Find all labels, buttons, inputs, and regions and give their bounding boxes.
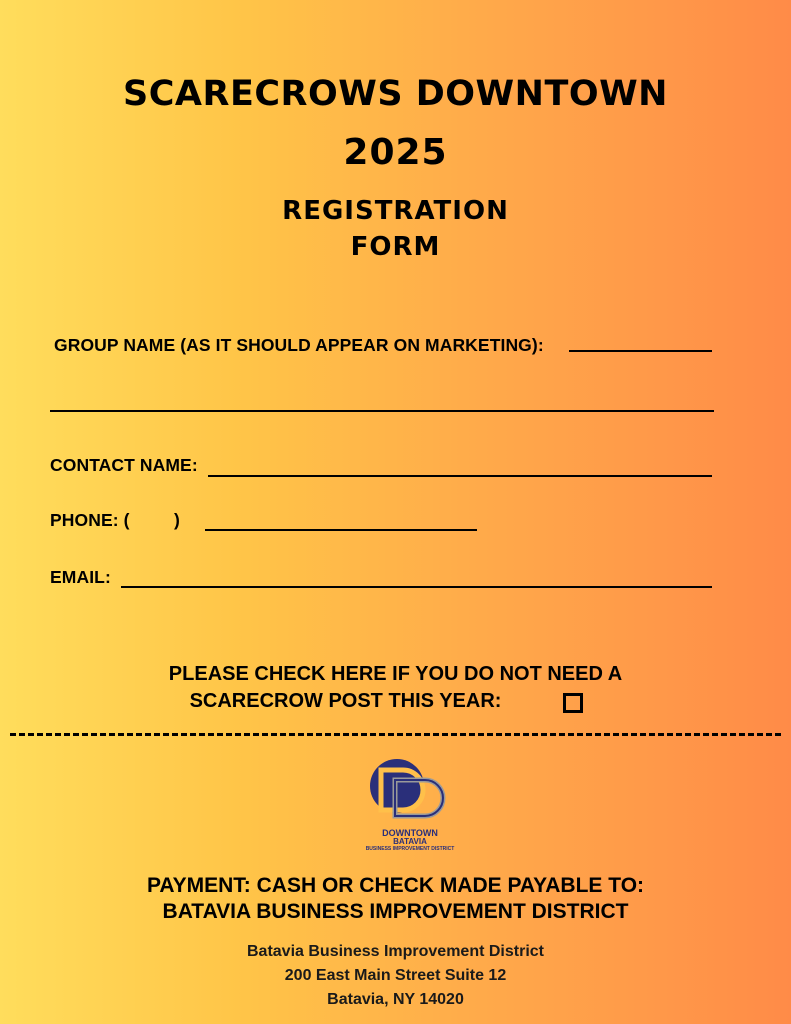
group-name-field[interactable] [569,350,712,352]
payment-line2: BATAVIA BUSINESS IMPROVEMENT DISTRICT [162,900,629,923]
no-post-checkbox[interactable] [563,693,583,713]
payment-line1: PAYMENT: CASH OR CHECK MADE PAYABLE TO: [146,874,645,897]
phone-field[interactable] [205,529,477,531]
email-label: EMAIL: [50,567,111,587]
group-name-field-continued[interactable] [50,410,714,412]
phone-label: PHONE: ( [50,510,130,530]
address-name: Batavia Business Improvement District [247,943,544,960]
downtown-batavia-logo [355,756,465,856]
logo-text-batavia: BATAVIA [393,837,427,846]
group-name-label: GROUP NAME (AS IT SHOULD APPEAR ON MARKETING): [54,335,544,355]
contact-name-label: CONTACT NAME: [50,455,198,475]
contact-name-field[interactable] [208,475,712,477]
post-notice-line2: SCARECROW POST THIS YEAR: [189,690,502,712]
post-notice-line1: PLEASE CHECK HERE IF YOU DO NOT NEED A [168,663,623,685]
logo-mark-icon [355,756,465,828]
form-subtitle-line1: REGISTRATION [282,196,509,226]
event-year: 2025 [343,132,448,173]
email-field[interactable] [121,586,712,588]
address-city: Batavia, NY 14020 [327,991,464,1008]
address-street: 200 East Main Street Suite 12 [284,967,507,984]
cut-line-divider [10,733,781,736]
phone-close-paren: ) [174,510,180,530]
logo-text-bid: BUSINESS IMPROVEMENT DISTRICT [365,846,455,852]
form-subtitle-line2: FORM [350,232,441,262]
logo-text-downtown: DOWNTOWN [382,828,438,838]
event-title: SCARECROWS DOWNTOWN [123,74,668,114]
